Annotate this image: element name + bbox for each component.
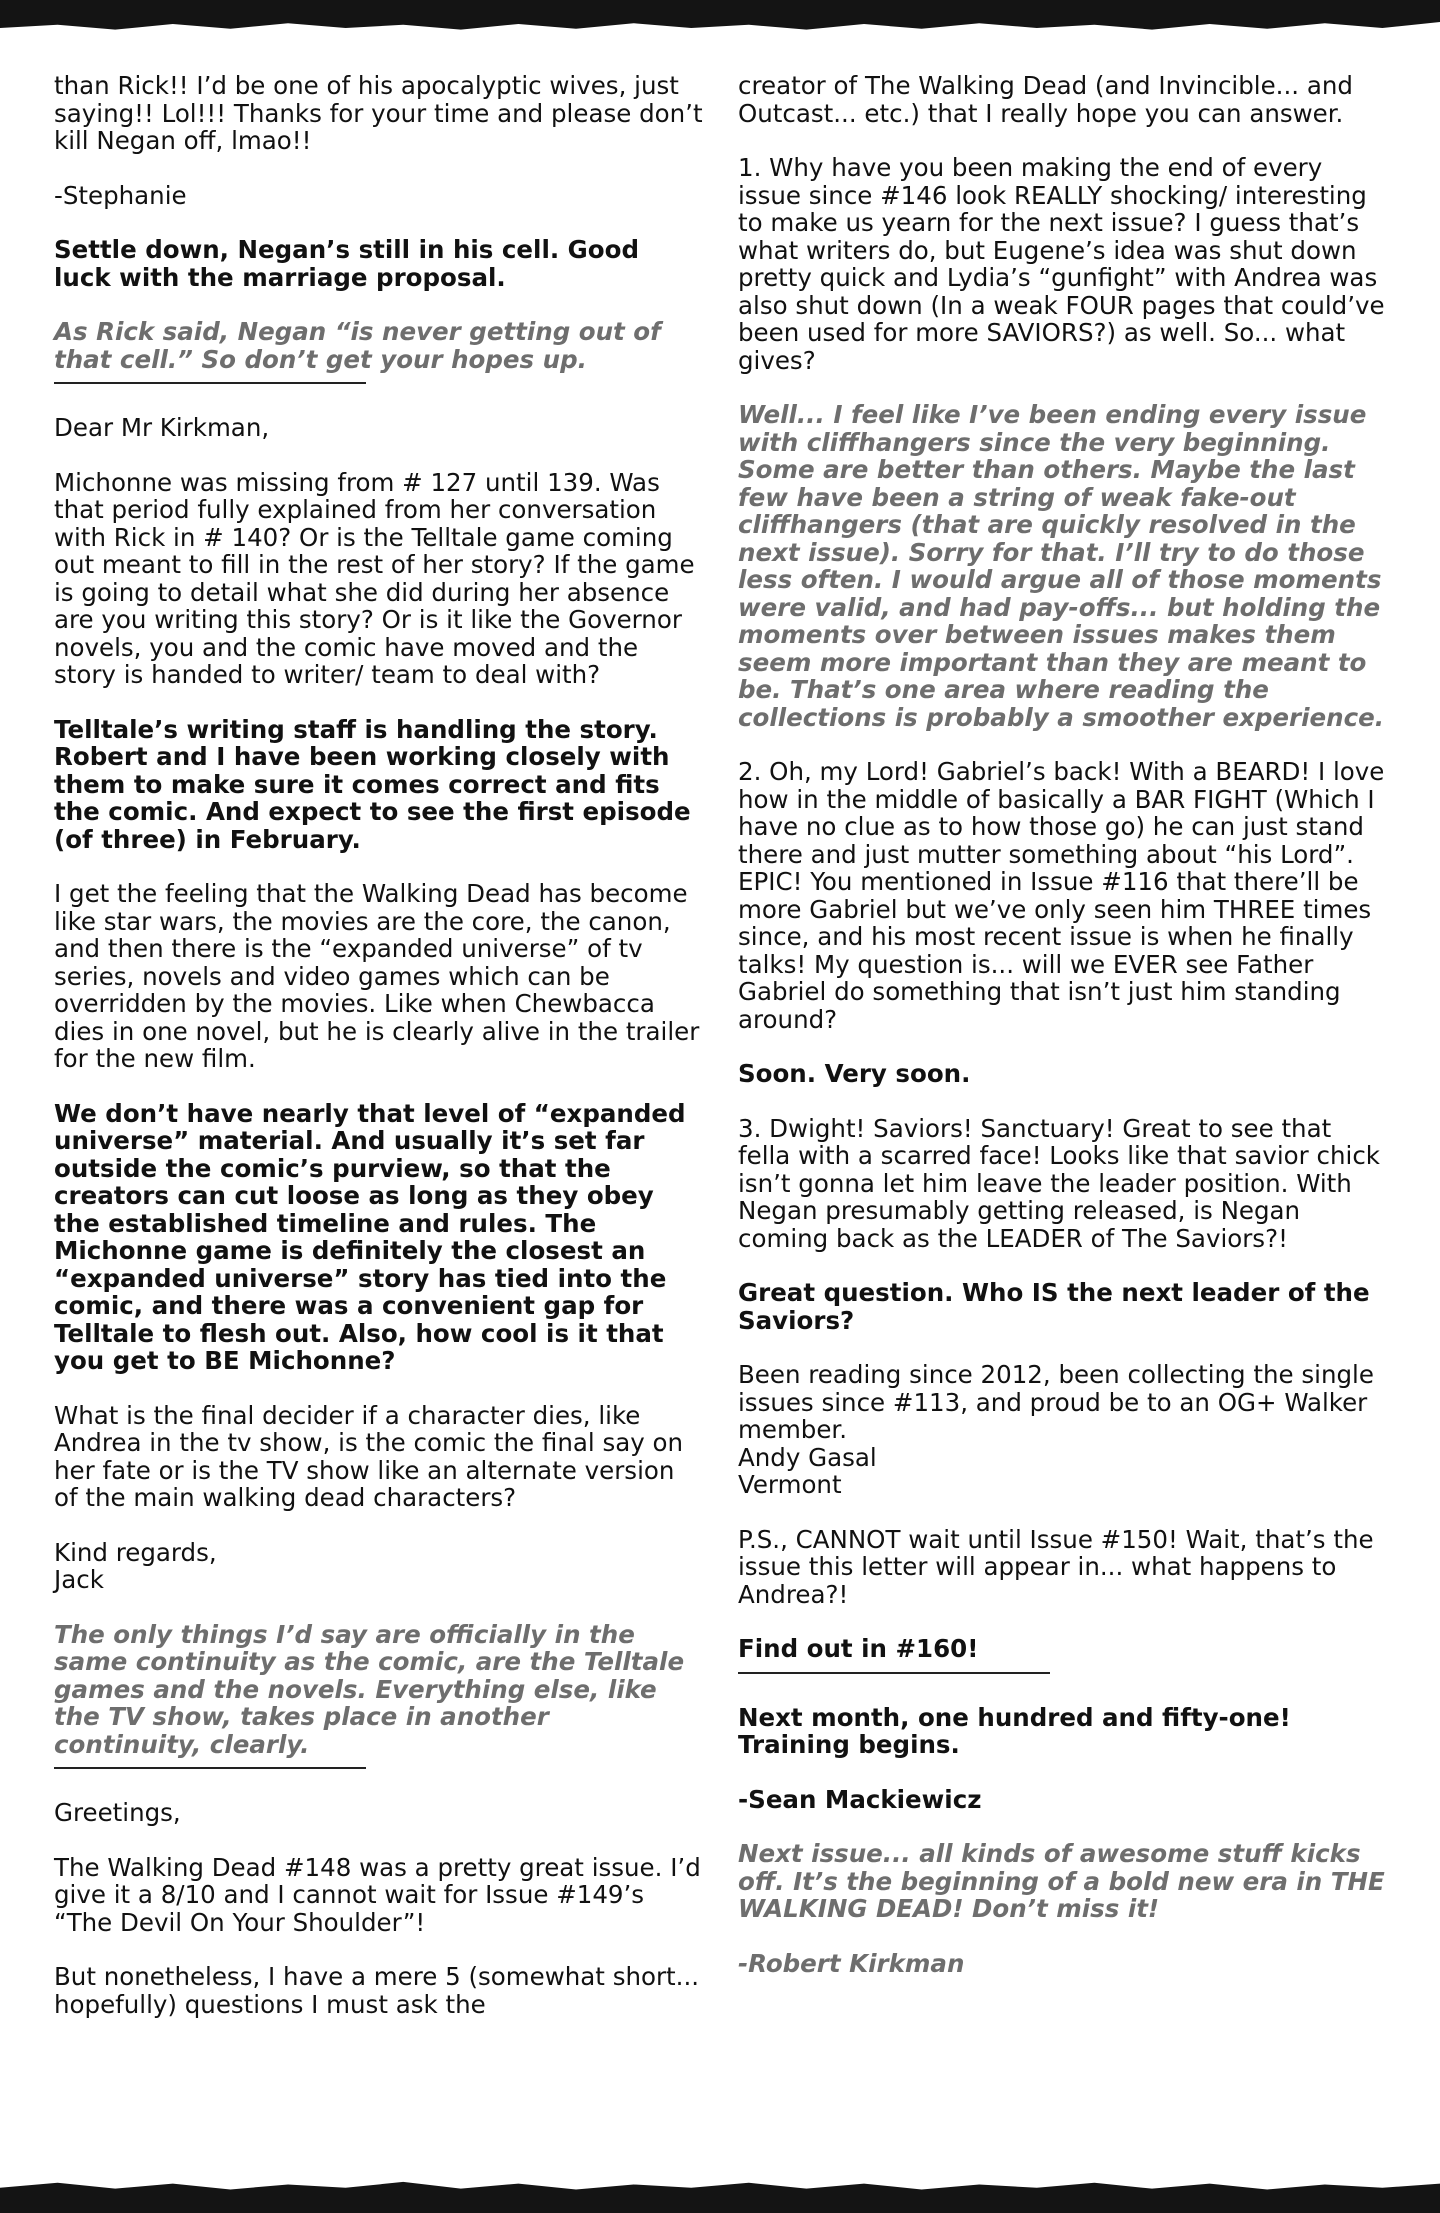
- letter-paragraph: than Rick!! I’d be one of his apocalyptic wives, just saying!! Lol!!! Thanks for your time and please don’t kill Negan off, lmao!!: [54, 71, 703, 155]
- letter-paragraph: What is the final decider if a character dies, like Andrea in the tv show, is the comic the final say on her fate or is the TV show like an alternate version of the main walking dead characters?: [54, 1400, 684, 1512]
- editor-reply: Settle down, Negan’s still in his cell. Good luck with the marriage proposal.: [54, 235, 639, 292]
- letter-paragraph: The Walking Dead #148 was a pretty great issue. I’d give it a 8/10 and I cannot wait for Issue #149’s “The Devil On Your Shoulder”!: [54, 1852, 701, 1937]
- letter-paragraph: But nonetheless, I have a mere 5 (somewhat short... hopefully) questions I must ask the: [54, 1962, 700, 2019]
- letter-question: 2. Oh, my Lord! Gabriel’s back! With a BEARD! I love how in the middle of basically a BAR FIGHT (Which I have no clue as to how those go) he can just stand there and just mutter something about “his Lord”. EPIC! You mentioned in Issue #116 that there’ll be more Gabriel but we’ve only seen him THREE times since, and his most recent issue is when he finally talks! My question is... will we EVER see Father Gabriel do something that isn’t just him standing around?: [738, 757, 1385, 1034]
- editor-signature: -Sean Mackiewicz: [738, 1784, 982, 1814]
- letter-question: 3. Dwight! Saviors! Sanctuary! Great to see that fella with a scarred face! Looks like that savior chick isn’t gonna let him leave the leader position. With Negan presumably getting released, is Negan coming back as the LEADER of The Saviors?!: [738, 1113, 1380, 1253]
- kirkman-reply: As Rick said, Negan “is never getting out of that cell.” So don’t get your hopes up.: [54, 317, 661, 374]
- letters-column-left: [54, 72, 704, 2018]
- letter-salutation: Dear Mr Kirkman,: [54, 413, 270, 442]
- section-divider: [54, 1767, 366, 1769]
- kirkman-reply: Well... I feel like I’ve been ending every issue with cliffhangers since the very beginning. Some are better than others. Maybe the last few have been a string of weak fake-out cliffhangers (that are quickly resolved in the next issue). Sorry for that. I’ll try to do those less often. I would argue all of those moments were valid, and had pay-offs... but holding the moments over between issues makes them seem more important than they are meant to be. That’s one area where reading the collections is probably a smoother experience.: [738, 400, 1385, 732]
- torn-bottom-edge: [0, 2171, 1440, 2213]
- letter-signature: Kind regards, Jack: [54, 1537, 217, 1594]
- section-divider: [54, 382, 366, 384]
- editor-reply: Telltale’s writing staff is handling the story. Robert and I have been working closely with them to make sure it comes correct and fits the comic. And expect to see the first episode (of three) in February.: [54, 714, 691, 854]
- section-divider: [738, 1672, 1050, 1674]
- kirkman-closing: Next issue... all kinds of awesome stuff kicks off. It’s the beginning of a bold new era in THE WALKING DEAD! Don’t miss it!: [738, 1839, 1385, 1923]
- editor-reply: Great question. Who IS the next leader of the Saviors?: [738, 1278, 1370, 1335]
- kirkman-signature: -Robert Kirkman: [738, 1948, 965, 1978]
- letter-signature: Been reading since 2012, been collecting the single issues since #113, and proud be to an OG+ Walker member. Andy Gasal Vermont: [738, 1360, 1374, 1499]
- editor-reply: Soon. Very soon.: [738, 1059, 971, 1088]
- letter-salutation: Greetings,: [54, 1798, 181, 1827]
- editor-reply: Find out in #160!: [738, 1634, 979, 1663]
- next-month-teaser: Next month, one hundred and fifty-one! Training begins.: [738, 1702, 1291, 1759]
- editor-reply: We don’t have nearly that level of “expanded universe” material. And usually it’s set far outside the comic’s purview, so that the creators can cut loose as long as they obey the established timeline and rules. The Michonne game is definitely the closest an “expanded universe” story has tied into the comic, and there was a convenient gap for Telltale to flesh out. Also, how cool is it that you get to BE Michonne?: [54, 1098, 686, 1375]
- letter-paragraph: creator of The Walking Dead (and Invincible... and Outcast... etc.) that I really hope you can answer.: [738, 71, 1353, 128]
- letter-signature: -Stephanie: [54, 180, 187, 210]
- kirkman-reply: The only things I’d say are officially in the same continuity as the comic, are the Telltale games and the novels. Everything else, like the TV show, takes place in another continuity, clearly.: [54, 1619, 685, 1759]
- letter-paragraph: Michonne was missing from # 127 until 139. Was that period fully explained from her conversation with Rick in # 140? Or is the Telltale game coming out meant to fill in the rest of her story? If the game is going to detail what she did during her absence are you writing this story? Or is it like the Governor novels, you and the comic have moved and the story is handed to writer/ team to deal with?: [54, 467, 695, 689]
- letters-column-right: [738, 72, 1388, 1977]
- letter-paragraph: I get the feeling that the Walking Dead has become like star wars, the movies are the core, the canon, and then there is the “expanded universe” of tv series, novels and video games which can be overridden by the movies. Like when Chewbacca dies in one novel, but he is clearly alive in the trailer for the new film.: [54, 879, 700, 1073]
- letter-paragraph: P.S., CANNOT wait until Issue #150! Wait, that’s the issue this letter will appear in... what happens to Andrea?!: [738, 1524, 1374, 1609]
- torn-top-edge: [0, 0, 1440, 40]
- letter-question: 1. Why have you been making the end of every issue since #146 look REALLY shocking/ interesting to make us yearn for the next issue? I guess that’s what writers do, but Eugene’s idea was shut down pretty quick and Lydia’s “gunfight” with Andrea was also shut down (In a weak FOUR pages that could’ve been used for more SAVIORS?) as well. So... what gives?: [738, 153, 1385, 375]
